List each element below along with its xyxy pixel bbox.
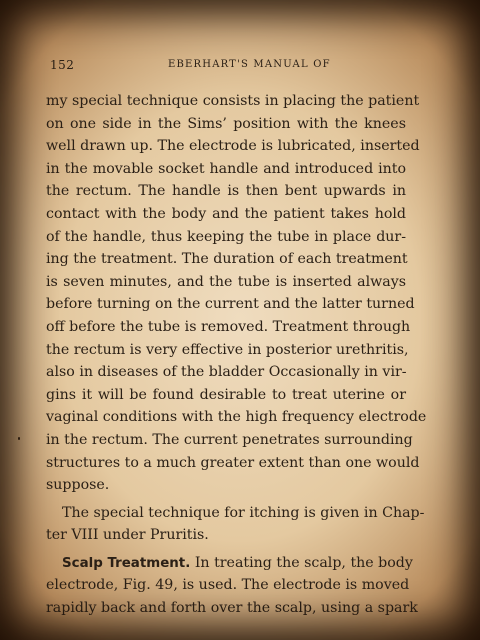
scalp-paragraph-first-line — [46, 552, 413, 575]
text-line: ing the treatment. The duration of each treatment — [46, 251, 408, 268]
text-line: off before the tube is removed. Treatment through — [46, 318, 411, 335]
text-line: also in diseases of the bladder Occasionally in vir- — [46, 364, 407, 381]
page-header — [50, 58, 396, 74]
text-line: in the movable socket handle and introduced into — [46, 160, 406, 177]
page-number: 152 — [50, 58, 75, 72]
scalp-paragraph-text: In treating the scalp, the body — [194, 554, 413, 571]
itching-paragraph-line: ter VIII under Pruritis. — [46, 527, 209, 544]
text-line: gins it will be found desirable to treat uterine or — [46, 386, 406, 403]
text-line: is seven minutes, and the tube is inserted always — [46, 273, 406, 290]
scalp-paragraph-line: rapidly back and forth over the scalp, using a spark — [46, 600, 418, 617]
paper-speck — [18, 437, 20, 440]
text-line: before turning on the current and the latter turned — [46, 296, 415, 313]
scalp-paragraph-line: electrode, Fig. 49, is used. The electrode is moved — [46, 577, 410, 594]
text-line: suppose. — [46, 477, 110, 494]
text-line: well drawn up. The electrode is lubricated, inserted — [46, 138, 420, 155]
text-line: vaginal conditions with the high frequency electrode — [46, 409, 427, 426]
body-text — [46, 90, 427, 620]
text-line: the rectum. The handle is then bent upwards in — [46, 183, 406, 200]
text-line: contact with the body and the patient takes hold — [46, 205, 406, 222]
text-line: my special technique consists in placing the patient — [46, 93, 420, 109]
text-line: in the rectum. The current penetrates surrounding — [46, 431, 413, 448]
text-line: the rectum is very effective in posterior urethritis, — [46, 341, 409, 358]
text-line: on one side in the Sims’ position with the knees — [46, 115, 406, 132]
text-line: of the handle, thus keeping the tube in place dur- — [46, 228, 406, 245]
itching-paragraph-line: The special technique for itching is given in Chap- — [62, 504, 425, 521]
scalp-treatment-heading: Scalp Treatment. — [62, 555, 191, 571]
running-head: EBERHART'S MANUAL OF — [168, 59, 331, 70]
text-line: structures to a much greater extent than one would — [46, 454, 420, 471]
